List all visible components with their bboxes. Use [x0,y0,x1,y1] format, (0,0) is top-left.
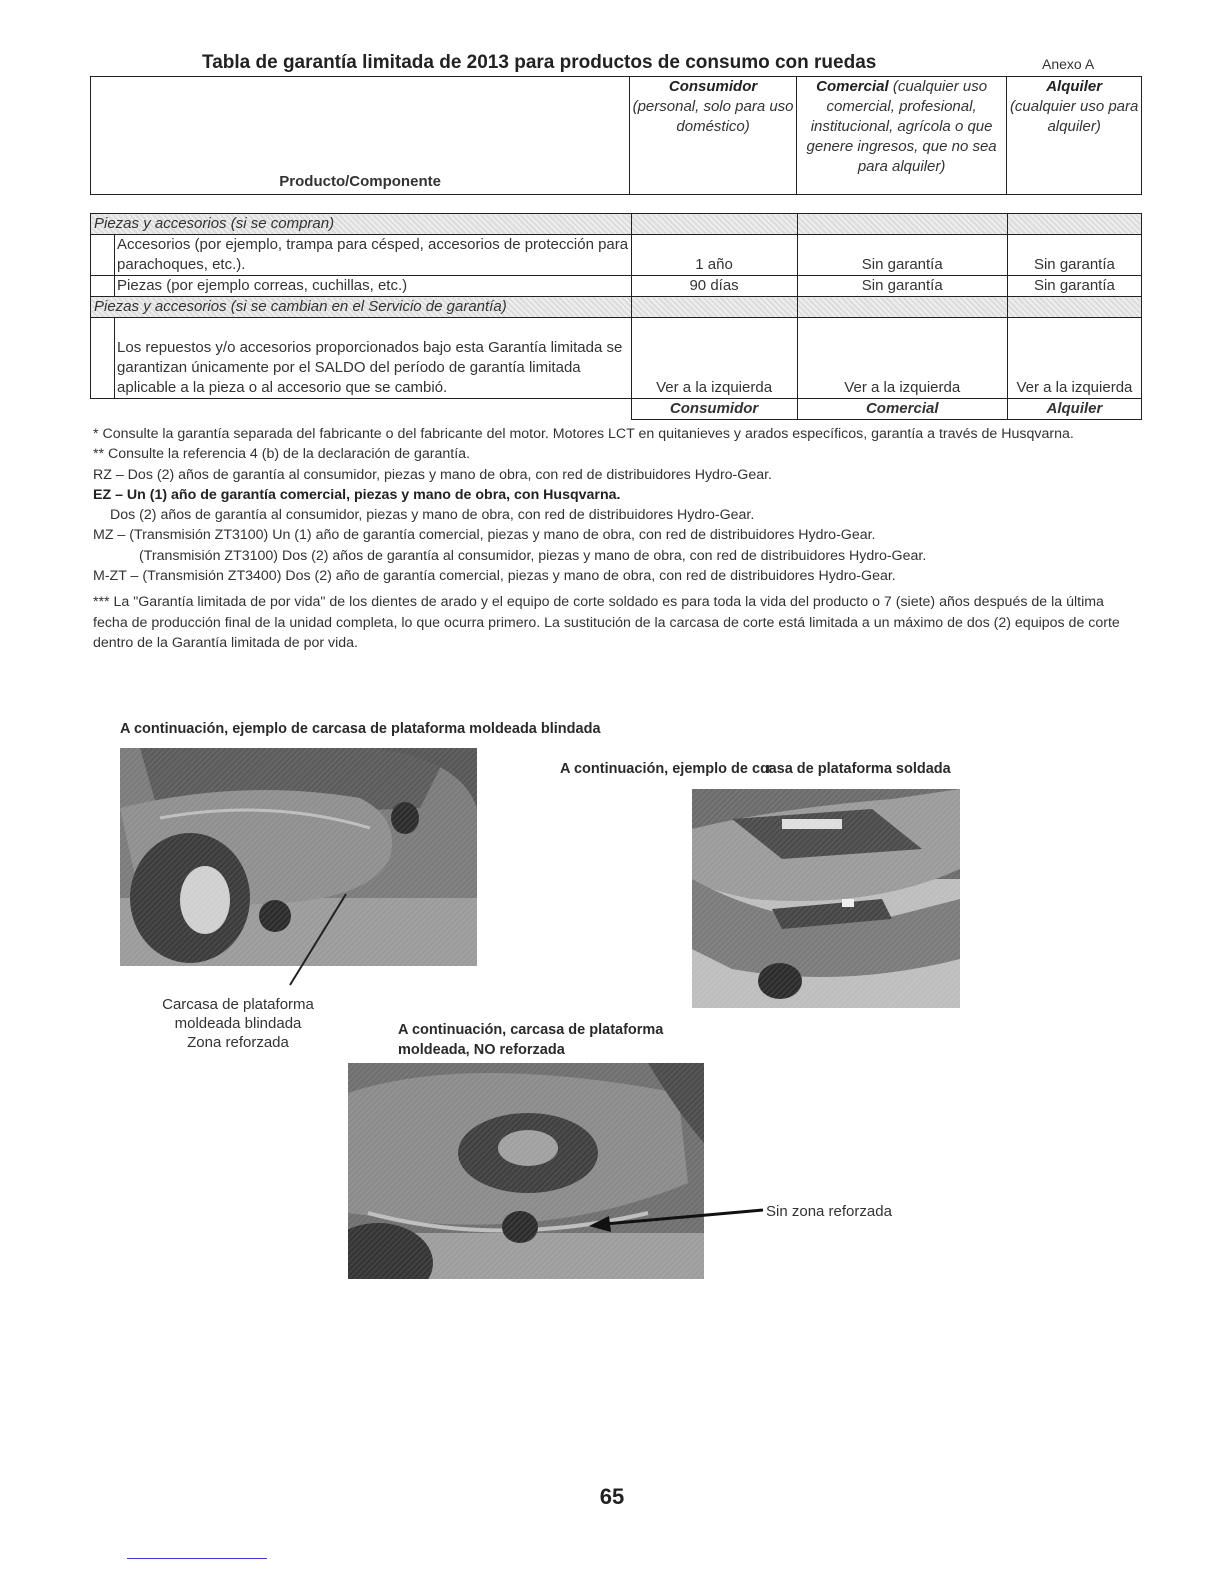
caption-not-reinforced-line1: A continuación, carcasa de plataforma [398,1022,664,1038]
note-mz: MZ – (Transmisión ZT3100) Un (1) año de garantía comercial, piezas y mano de obra, con red de distribuidores Hydro-Gear. [93,527,876,544]
shade-cell [631,214,797,235]
note-ez-2: Dos (2) años de garantía al consumidor, piezas y mano de obra, con red de distribuidores Hydro-Gear. [110,507,755,524]
consumer-header-name: Consumidor [668,78,758,95]
note-2: ** Consulte la referencia 4 (b) de la declaración de garantía. [93,446,470,463]
section-row [91,297,1142,318]
footer-rule [127,1558,267,1559]
shade-cell [1007,297,1141,318]
not-reinforced-deck-photo [348,1063,704,1279]
note-mzt: M-ZT – (Transmisión ZT3400) Dos (2) año de garantía comercial, piezas y mano de obra, con red de distribuidores Hydro-Gear. [93,568,896,585]
no-zone-label: Sin zona reforzada [766,1203,892,1220]
consumer-header-desc: (personal, solo para uso doméstico) [632,98,794,135]
caption-welded-glyph: ɑr [760,761,769,777]
section-title: Piezas y accesorios (si se cambian en el Servicio de garantía) [91,297,632,318]
footer-commercial: Comercial [797,399,1007,420]
shade-cell [797,297,1007,318]
welded-deck-photo [692,789,960,1008]
row-consumer: Ver a la izquierda [631,318,797,399]
commercial-header-name: Comercial [816,78,889,95]
caption-armored-deck: A continuación, ejemplo de carcasa de plataforma moldeada blindada [120,721,601,737]
consumer-column-header [630,77,797,195]
footer-row [91,399,1142,420]
row-component: Accesorios (por ejemplo, trampa para césped, accesorios de protección para parachoques, etc.). [115,235,631,276]
rental-column-header [1007,77,1142,195]
table-row [91,318,1142,399]
blank-cell [91,399,115,420]
armored-label-line2: moldeada blindada [174,1015,302,1032]
note-rz: RZ – Dos (2) años de garantía al consumidor, piezas y mano de obra, con red de distribuidores Hydro-Gear. [93,466,772,483]
caption-not-reinforced [398,1020,663,1060]
welded-deck-illustration [692,789,960,1008]
row-component: Los repuestos y/o accesorios proporcionados bajo esta Garantía limitada se garantizan únicamente por el SALDO del período de garantía limitada aplicable a la pieza o al accesorio que se cambió. [115,318,631,399]
indent-cell [91,235,115,276]
armored-label-line3: Zona reforzada [187,1034,289,1051]
commercial-column-header [796,77,1006,195]
commercial-header-desc: (cualquier uso comercial, profesional, institucional, agrícola o que genere ingresos, que no sea para alquiler) [806,78,997,175]
note-1: * Consulte la garantía separada del fabricante o del fabricante del motor. Motores LCT en quitanieves y arados específicos, garantía a través de Husqvarna. [93,426,1074,442]
not-reinforced-deck-illustration [348,1063,704,1279]
row-commercial: Ver a la izquierda [797,318,1007,399]
caption-welded-prefix: A continuación, ejemplo de c [560,761,761,777]
row-component: Piezas (por ejemplo correas, cuchillas, etc.) [115,276,631,297]
armored-pointer-arrow [280,890,350,990]
footer-rental: Alquiler [1007,399,1141,420]
no-zone-pointer-arrow [585,1200,765,1235]
page-number: 65 [599,1484,625,1509]
row-rental: Sin garantía [1007,276,1141,297]
warranty-table [90,213,1142,420]
indent-cell [91,318,115,399]
row-commercial: Sin garantía [797,235,1007,276]
row-consumer: 1 año [631,235,797,276]
caption-welded-deck [560,761,951,777]
rental-header-name: Alquiler [1046,78,1103,95]
note-ez: EZ – Un (1) año de garantía comercial, piezas y mano de obra, con Husqvarna. [93,486,621,503]
rental-header-desc: (cualquier uso para alquiler) [1009,98,1139,135]
table-row [91,276,1142,297]
shade-cell [631,297,797,318]
row-consumer: 90 días [631,276,797,297]
shade-cell [1007,214,1141,235]
header-table [90,76,1142,195]
note-mz-2: (Transmisión ZT3100) Dos (2) años de garantía al consumidor, piezas y mano de obra, con red de distribuidores Hydro-Gear. [139,547,927,564]
note-3: *** La "Garantía limitada de por vida" de los dientes de arado y el equipo de corte soldado es para toda la vida del producto o 7 (siete) años después de la última fecha de producción final de la unidad completa, lo que ocurra primero. La sustitución de la carcasa de corte está limitada a un máximo de dos (2) equipos de corte dentro de la Garantía limitada de por vida. [93,594,1120,651]
row-rental: Sin garantía [1007,235,1141,276]
caption-welded-suffix: asa de plataforma soldada [768,761,951,777]
blank-cell [115,399,631,420]
page-title: Tabla de garantía limitada de 2013 para productos de consumo con ruedas [202,52,877,73]
section-row [91,214,1142,235]
indent-cell [91,276,115,297]
row-rental: Ver a la izquierda [1007,318,1141,399]
section-title: Piezas y accesorios (si se compran) [91,214,632,235]
footer-consumer: Consumidor [631,399,797,420]
product-column-header [91,77,630,195]
armored-label-line1: Carcasa de plataforma [162,996,314,1013]
armored-deck-label [138,995,338,1052]
table-row [91,235,1142,276]
annex-label: Anexo A [1042,56,1095,72]
row-commercial: Sin garantía [797,276,1007,297]
footnotes [93,424,1133,653]
caption-not-reinforced-line2: moldeada, NO reforzada [398,1042,565,1058]
product-header-label: Producto/Componente [279,173,441,190]
shade-cell [797,214,1007,235]
